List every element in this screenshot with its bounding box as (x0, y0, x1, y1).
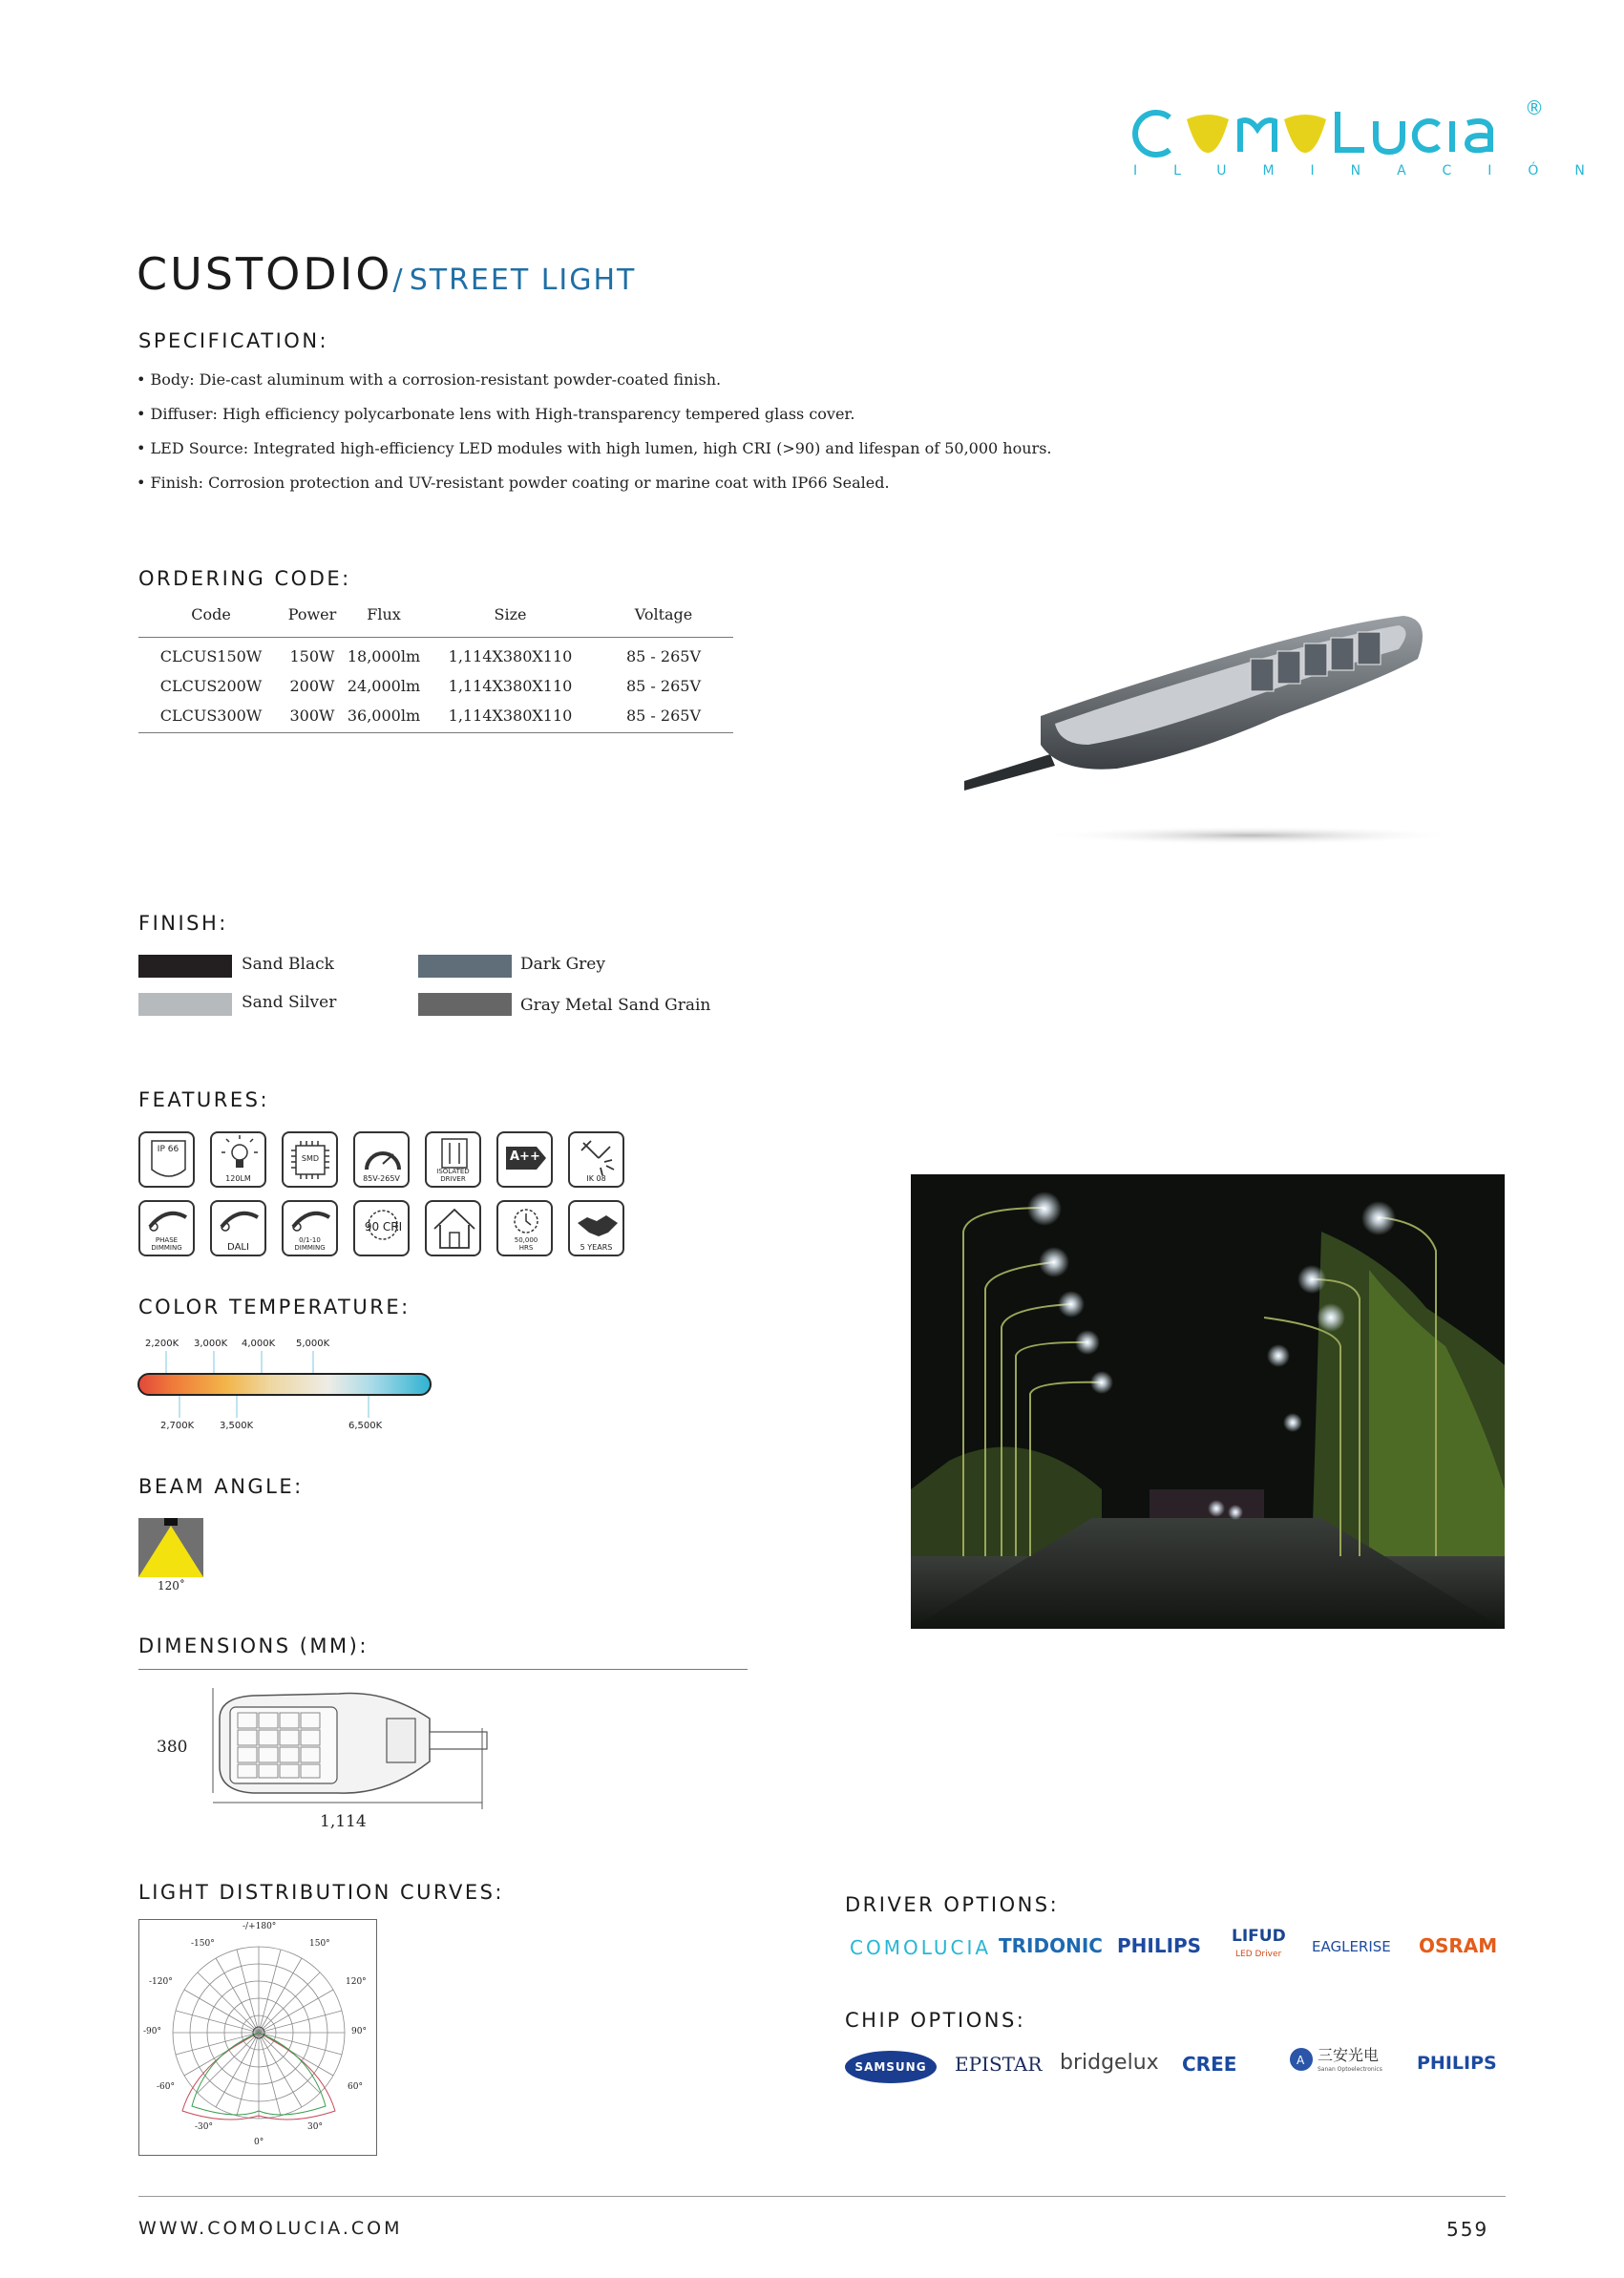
finish-swatch (418, 993, 512, 1016)
feature-label: SMD (301, 1154, 320, 1163)
dali-icon (210, 1200, 266, 1256)
table-cell: 300W (284, 701, 341, 733)
color-temperature-heading: COLOR TEMPERATURE: (138, 1296, 411, 1318)
table-row (138, 638, 733, 672)
dimension-height: 380 (157, 1738, 188, 1757)
finish-label: Sand Black (242, 955, 334, 974)
finish-label: Gray Metal Sand Grain (520, 996, 711, 1015)
cct-label: 6,500K (348, 1421, 383, 1431)
product-image (964, 601, 1461, 850)
product-title (137, 248, 636, 300)
polar-angle-label: 90° (351, 2027, 367, 2036)
column-header: Size (427, 598, 594, 638)
table-cell: 85 - 265V (594, 701, 733, 733)
column-header: Code (138, 598, 284, 638)
polar-angle-label: -120° (149, 1977, 173, 1987)
table-cell: 1,114X380X110 (427, 701, 594, 733)
finish-swatch (418, 955, 512, 978)
polar-chart (138, 1919, 377, 2156)
spec-item: • LED Source: Integrated high-efficiency LED modules with high lumen, high CRI (>90) and lifespan of 50,000 hours. (137, 439, 1052, 457)
table-cell: CLCUS200W (159, 677, 263, 695)
polar-angle-label: -30° (195, 2122, 213, 2132)
spec-item: • Finish: Corrosion protection and UV-resistant powder coating or marine coat with IP66 Sealed. (137, 474, 890, 492)
driver-brand-eaglerise: EAGLERISE (1312, 1938, 1391, 1955)
ip66-icon (138, 1131, 195, 1188)
lifespan-clock-icon (496, 1200, 553, 1256)
feature-label: DALI (227, 1242, 249, 1253)
table-cell: 18,000lm (347, 647, 421, 665)
driver-brand-philips: PHILIPS (1117, 1934, 1202, 1957)
beam-angle-heading: BEAM ANGLE: (138, 1475, 304, 1498)
cct-label: 3,500K (220, 1421, 254, 1431)
chip-brand-sanan (1289, 2041, 1394, 2085)
smd-chip-icon (282, 1131, 338, 1188)
finish-label: Sand Silver (242, 993, 337, 1012)
page-number: 559 (1446, 2218, 1489, 2241)
table-cell: 85 - 265V (625, 647, 702, 665)
table-row (138, 671, 733, 701)
ordering-code-table (138, 598, 733, 733)
chip-brand-cree: CREE (1182, 2053, 1237, 2076)
table-cell: CLCUS150W (159, 647, 263, 665)
table-cell: 24,000lm (347, 677, 421, 695)
dimension-length: 1,114 (320, 1812, 367, 1831)
bulb-icon (210, 1131, 266, 1188)
beam-angle-icon (138, 1518, 203, 1577)
finish-swatch (138, 993, 232, 1016)
ik08-impact-icon (568, 1131, 624, 1188)
table-cell: 85 - 265V (625, 677, 702, 695)
driver-brand-osram: OSRAM (1419, 1934, 1498, 1957)
cri-icon (353, 1200, 410, 1256)
feature-label: 50,000 HRS (514, 1236, 538, 1252)
polar-angle-label: -/+180° (243, 1922, 277, 1931)
feature-label: IP 66 (157, 1145, 179, 1154)
light-distribution-heading: LIGHT DISTRIBUTION CURVES: (138, 1881, 504, 1904)
finish-swatch (138, 955, 232, 978)
column-header: Flux (341, 598, 427, 638)
polar-angle-label: -90° (143, 2027, 161, 2036)
polar-angle-label: -60° (157, 2082, 175, 2092)
logo-subtitle: ILUMINACIÓN (1133, 163, 1621, 179)
table-cell: 36,000lm (341, 701, 427, 733)
feature-label: IK 08 (586, 1174, 606, 1183)
product-category: STREET LIGHT (409, 264, 637, 297)
column-header: Power (284, 598, 341, 638)
polar-angle-label: 30° (307, 2122, 323, 2132)
column-header: Voltage (594, 598, 733, 638)
finish-label: Dark Grey (520, 955, 605, 974)
cct-label: 3,000K (194, 1339, 228, 1349)
chip-options-heading: CHIP OPTIONS: (845, 2009, 1026, 2032)
driver-brand-lifud: LIFUD (1232, 1927, 1286, 1946)
table-cell: 150W (289, 647, 335, 665)
table-cell: 200W (289, 677, 335, 695)
polar-angle-label: 150° (309, 1939, 330, 1949)
table-cell: 1,114X380X110 (448, 647, 573, 665)
indoor-outdoor-house-icon (425, 1200, 481, 1256)
driver-brand-tridonic: TRIDONIC (999, 1934, 1103, 1957)
table-row (138, 701, 733, 733)
spec-item: • Body: Die-cast aluminum with a corrosion-resistant powder-coated finish. (137, 370, 722, 389)
chip-brand-bridgelux: bridgelux (1060, 2051, 1159, 2075)
analog-dimming-icon (282, 1200, 338, 1256)
installation-photo (911, 1174, 1505, 1629)
warranty-handshake-icon (568, 1200, 624, 1256)
isolated-driver-icon (425, 1131, 481, 1188)
divider (138, 1669, 748, 1670)
footer-divider (138, 2196, 1506, 2197)
logo-mark (1131, 100, 1551, 167)
feature-label: 5 YEARS (580, 1243, 613, 1252)
driver-options-heading: DRIVER OPTIONS: (845, 1893, 1060, 1916)
phase-dimming-icon (138, 1200, 195, 1256)
polar-angle-label: 120° (346, 1977, 367, 1987)
voltage-icon (353, 1131, 410, 1188)
feature-label: ISOLATED DRIVER (436, 1168, 470, 1183)
cct-label: 4,000K (242, 1339, 276, 1349)
cct-label: 5,000K (296, 1339, 330, 1349)
finish-heading: FINISH: (138, 912, 228, 935)
energy-class-icon (496, 1131, 553, 1188)
driver-brand-lifud-sub: LED Driver (1235, 1950, 1282, 1959)
specification-heading: SPECIFICATION: (138, 329, 329, 352)
ordering-code-heading: ORDERING CODE: (138, 567, 351, 590)
features-heading: FEATURES: (138, 1088, 270, 1111)
feature-label: 85V-265V (363, 1174, 400, 1183)
cct-gradient-bar (134, 1351, 439, 1427)
svg-text:A: A (1297, 2054, 1305, 2067)
chip-brand-epistar: EPISTAR (955, 2053, 1043, 2076)
feature-label: 0/1-10 DIMMING (294, 1236, 326, 1252)
registered-mark: ® (1525, 96, 1544, 119)
chip-brand-samsung (845, 2051, 937, 2083)
feature-label: A++ (510, 1150, 540, 1164)
dimensions-heading: DIMENSIONS (MM): (138, 1635, 369, 1657)
cct-label: 2,200K (145, 1339, 179, 1349)
spec-item: • Diffuser: High efficiency polycarbonate lens with High-transparency tempered glass cover. (137, 405, 855, 423)
beam-angle-value: 120˚ (158, 1579, 185, 1592)
feature-label: 120LM (225, 1174, 251, 1183)
feature-label: 90 CRI (364, 1220, 403, 1234)
table-cell: 1,114X380X110 (448, 677, 573, 695)
feature-label: PHASE DIMMING (151, 1236, 182, 1252)
product-name: CUSTODIO (137, 248, 393, 300)
chip-brand-label: 三安光电 (1318, 2046, 1380, 2064)
table-cell: CLCUS300W (138, 701, 284, 733)
brand-logo (1131, 96, 1621, 196)
polar-angle-label: 60° (348, 2082, 363, 2092)
polar-angle-label: -150° (191, 1939, 215, 1949)
title-separator: / (392, 264, 405, 297)
sanan-logo-icon (1289, 2045, 1314, 2074)
polar-angle-label: 0° (254, 2138, 264, 2147)
chip-brand-sub: Sanan Optoelectronics (1318, 2066, 1382, 2073)
chip-brand-philips: PHILIPS (1417, 2053, 1497, 2074)
footer-website[interactable]: WWW.COMOLUCIA.COM (138, 2218, 403, 2239)
driver-brand-comolucia: COMOLUCIA (850, 1936, 992, 1959)
chip-brand-label: SAMSUNG (854, 2060, 927, 2074)
dimension-drawing (196, 1680, 511, 1824)
cct-label: 2,700K (160, 1421, 195, 1431)
table-header-row (138, 598, 733, 638)
